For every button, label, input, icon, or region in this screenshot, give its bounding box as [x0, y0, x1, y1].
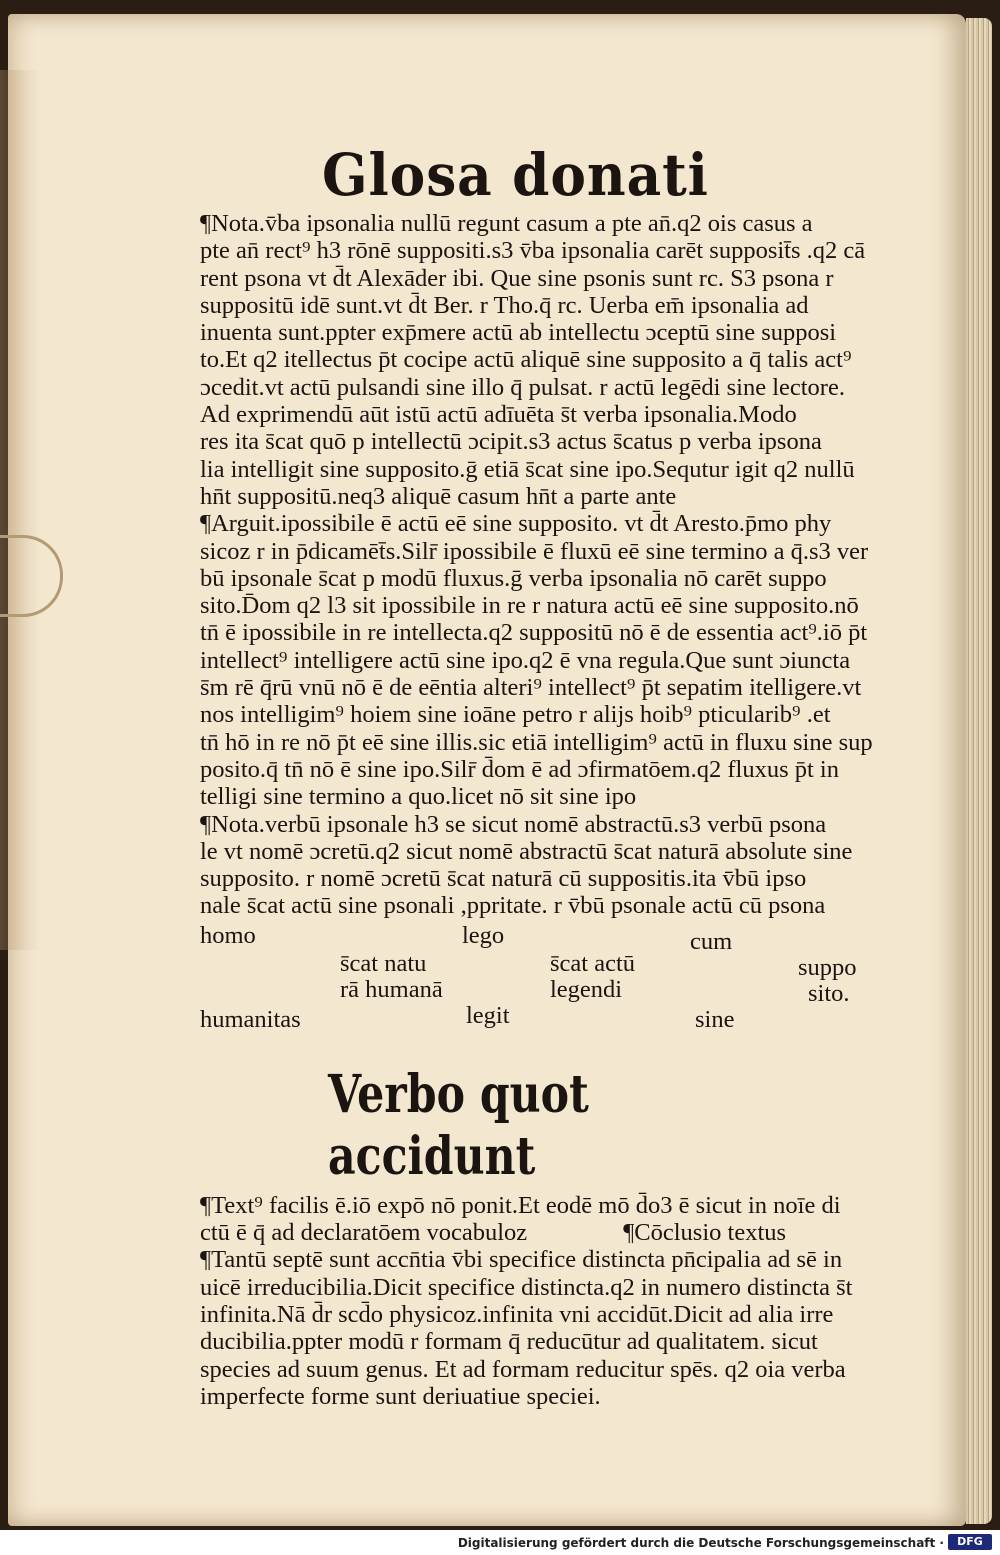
figure-sito: sito. [808, 979, 850, 1007]
figure-term-lego: lego [462, 921, 505, 949]
text-line: species ad suum genus. Et ad formam reducitur spēs. q2 oia verba [200, 1355, 846, 1383]
text-line: ¶Text⁹ facilis ē.iō expō nō ponit.Et eodē mō d̄o3 ē sicut in noīe di [200, 1191, 841, 1219]
text-block [200, 140, 890, 1410]
text-line: s̄m rē q̄rū vnū nō ē de eēntia alteri⁹ intellect⁹ p̄t sepatim itelligere.vt [200, 674, 862, 702]
text-line: bū ipsonale s̄cat p modū fluxus.ḡ verba ipsonalia nō carēt suppo [200, 564, 827, 592]
text-line: le vt nomē ɔcretū.q2 sicut nomē abstractū s̄cat naturā absolute sine [200, 837, 853, 865]
text-line: res ita s̄cat quō p intellectū ɔcipit.s3 actus s̄catus p verba ipsona [200, 428, 822, 456]
text-line: to.Et q2 itellectus p̄t cocipe actū aliquē sine supposito a q̄ talis act⁹ [200, 346, 852, 374]
text-line: ¶Tantū septē sunt accn̄tia v̄bi specifice distincta pn̄cipalia ad sē in [200, 1246, 843, 1274]
text-line: tn̄ hō in re nō p̄t eē sine illis.sic etiā intelligim⁹ actū in fluxu sine sup [200, 728, 873, 756]
text-line: posito.q̄ tn̄ nō ē sine ipo.Silr̄ d̄om ē ad ɔfirmatōem.q2 fluxus p̄t in [200, 755, 839, 783]
funding-credit: Digitalisierung gefördert durch die Deutsche Forschungsgemeinschaft · [457, 1536, 944, 1550]
text-line: lia intelligit sine supposito.ḡ etiā s̄cat sine ipo.Sequtur igit q2 nullū [200, 455, 855, 483]
text-line: imperfecte forme sunt deriuatiue speciei. [200, 1382, 601, 1410]
figure-term-humanitas: humanitas [200, 1005, 301, 1033]
text-line: tn̄ ē ipossibile in re intellecta.q2 suppositū nō ē de essentia act⁹.iō p̄t [200, 619, 868, 647]
text-line: telligi sine termino a quo.licet nō sit sine ipo [200, 783, 637, 811]
text-line: ctū ē q̄ ad declaratōem vocabuloz [200, 1219, 528, 1247]
text-line: suppositū idē sunt.vt d̄t Ber. r Tho.q̄ rc. Uerba em̄ ipsonalia ad [200, 291, 809, 319]
concept-figure [200, 922, 890, 1062]
paragraph-1 [200, 210, 890, 510]
text-line: Ad exprimendū aūt istū actū adīuēta s̄t verba ipsonalia.Modo [200, 401, 797, 429]
footer-bar [0, 1530, 1000, 1555]
figure-term-cum: cum [690, 927, 733, 955]
section-heading: Verbo quot accidunt [328, 1063, 589, 1187]
text-line: ¶Nota.verbū ipsonale h3 se sicut nomē abstractū.s3 verbū psona [200, 810, 827, 838]
text-line: nos intelligim⁹ hoiem sine ioāne petro r alijs hoib⁹ pticularib⁹ .et [200, 701, 831, 729]
paragraph-3 [200, 811, 890, 920]
page-edges [966, 18, 992, 1524]
figure-term-homo: homo [200, 921, 256, 949]
text-line: sicoz r in p̄dicamēt̄s.Silr̄ ipossibile ē fluxū eē sine termino a q̄.s3 ver [200, 537, 869, 565]
figure-suppo: suppo [798, 953, 857, 981]
paragraph-4 [200, 1192, 890, 1247]
text-line: ¶Arguit.ipossibile ē actū eē sine supposito. vt d̄t Aresto.p̄mo phy [200, 510, 832, 538]
text-line: hn̄t suppositū.neq3 aliquē casum hn̄t a parte ante [200, 482, 677, 510]
page-heading: Glosa donati [322, 141, 709, 209]
paragraph-5 [200, 1246, 890, 1410]
text-line: pte an̄ rect⁹ h3 rōnē suppositi.s3 v̄ba ipsonalia carēt supposit̄s .q2 cā [200, 237, 866, 265]
text-line: supposito. r nomē ɔcretū s̄cat naturā cū suppositis.ita v̄bū ipso [200, 865, 807, 893]
page-shadow [0, 70, 40, 950]
text-line: intellect⁹ intelligere actū sine ipo.q2 ē vna regula.Que sunt ɔiuncta [200, 646, 851, 674]
text-line [200, 1219, 890, 1246]
figure-term-legitur: legit [466, 1001, 510, 1029]
text-line: sito.D̄om q2 l3 sit ipossibile in re r natura actū eē sine supposito.nō [200, 592, 859, 620]
paragraph-2 [200, 510, 890, 810]
text-line: ɔcedit.vt actū pulsandi sine illo q̄ pulsat. r actū legēdi sine lectore. [200, 373, 845, 401]
text-line: ¶Nota.v̄ba ipsonalia nullū regunt casum a pte an̄.q2 ois casus a [200, 210, 813, 237]
figure-legendi: legendi [550, 975, 623, 1003]
text-line: nale s̄cat actū sine psonali ,ppritate. r v̄bū psonale actū cū psona [200, 892, 826, 920]
figure-signat-actum: s̄cat actū [550, 949, 636, 977]
dfg-logo: DFG [948, 1534, 992, 1550]
text-line: rent psona vt d̄t Alexāder ibi. Que sine psonis sunt rc. S3 psona r [200, 264, 834, 292]
text-line: ducibilia.ppter modū r formam q̄ reducūtur ad qualitatem. sicut [200, 1328, 818, 1356]
text-line: inuenta sunt.ppter exp̄mere actū ab intellectu ɔceptū sine supposi [200, 319, 837, 347]
text-line: infinita.Nā d̄r scd̄o physicoz.infinita vni accidūt.Dicit ad alia irre [200, 1300, 834, 1328]
figure-term-sine: sine [695, 1005, 735, 1033]
figure-ram-humanam: rā humanā [340, 975, 443, 1003]
text-line: uicē irreducibilia.Dicit specifice distincta.q2 in numero distincta s̄t [200, 1273, 853, 1301]
conclusio-label: ¶Cōclusio textus [623, 1219, 787, 1247]
figure-signat-natu: s̄cat natu [340, 949, 427, 977]
